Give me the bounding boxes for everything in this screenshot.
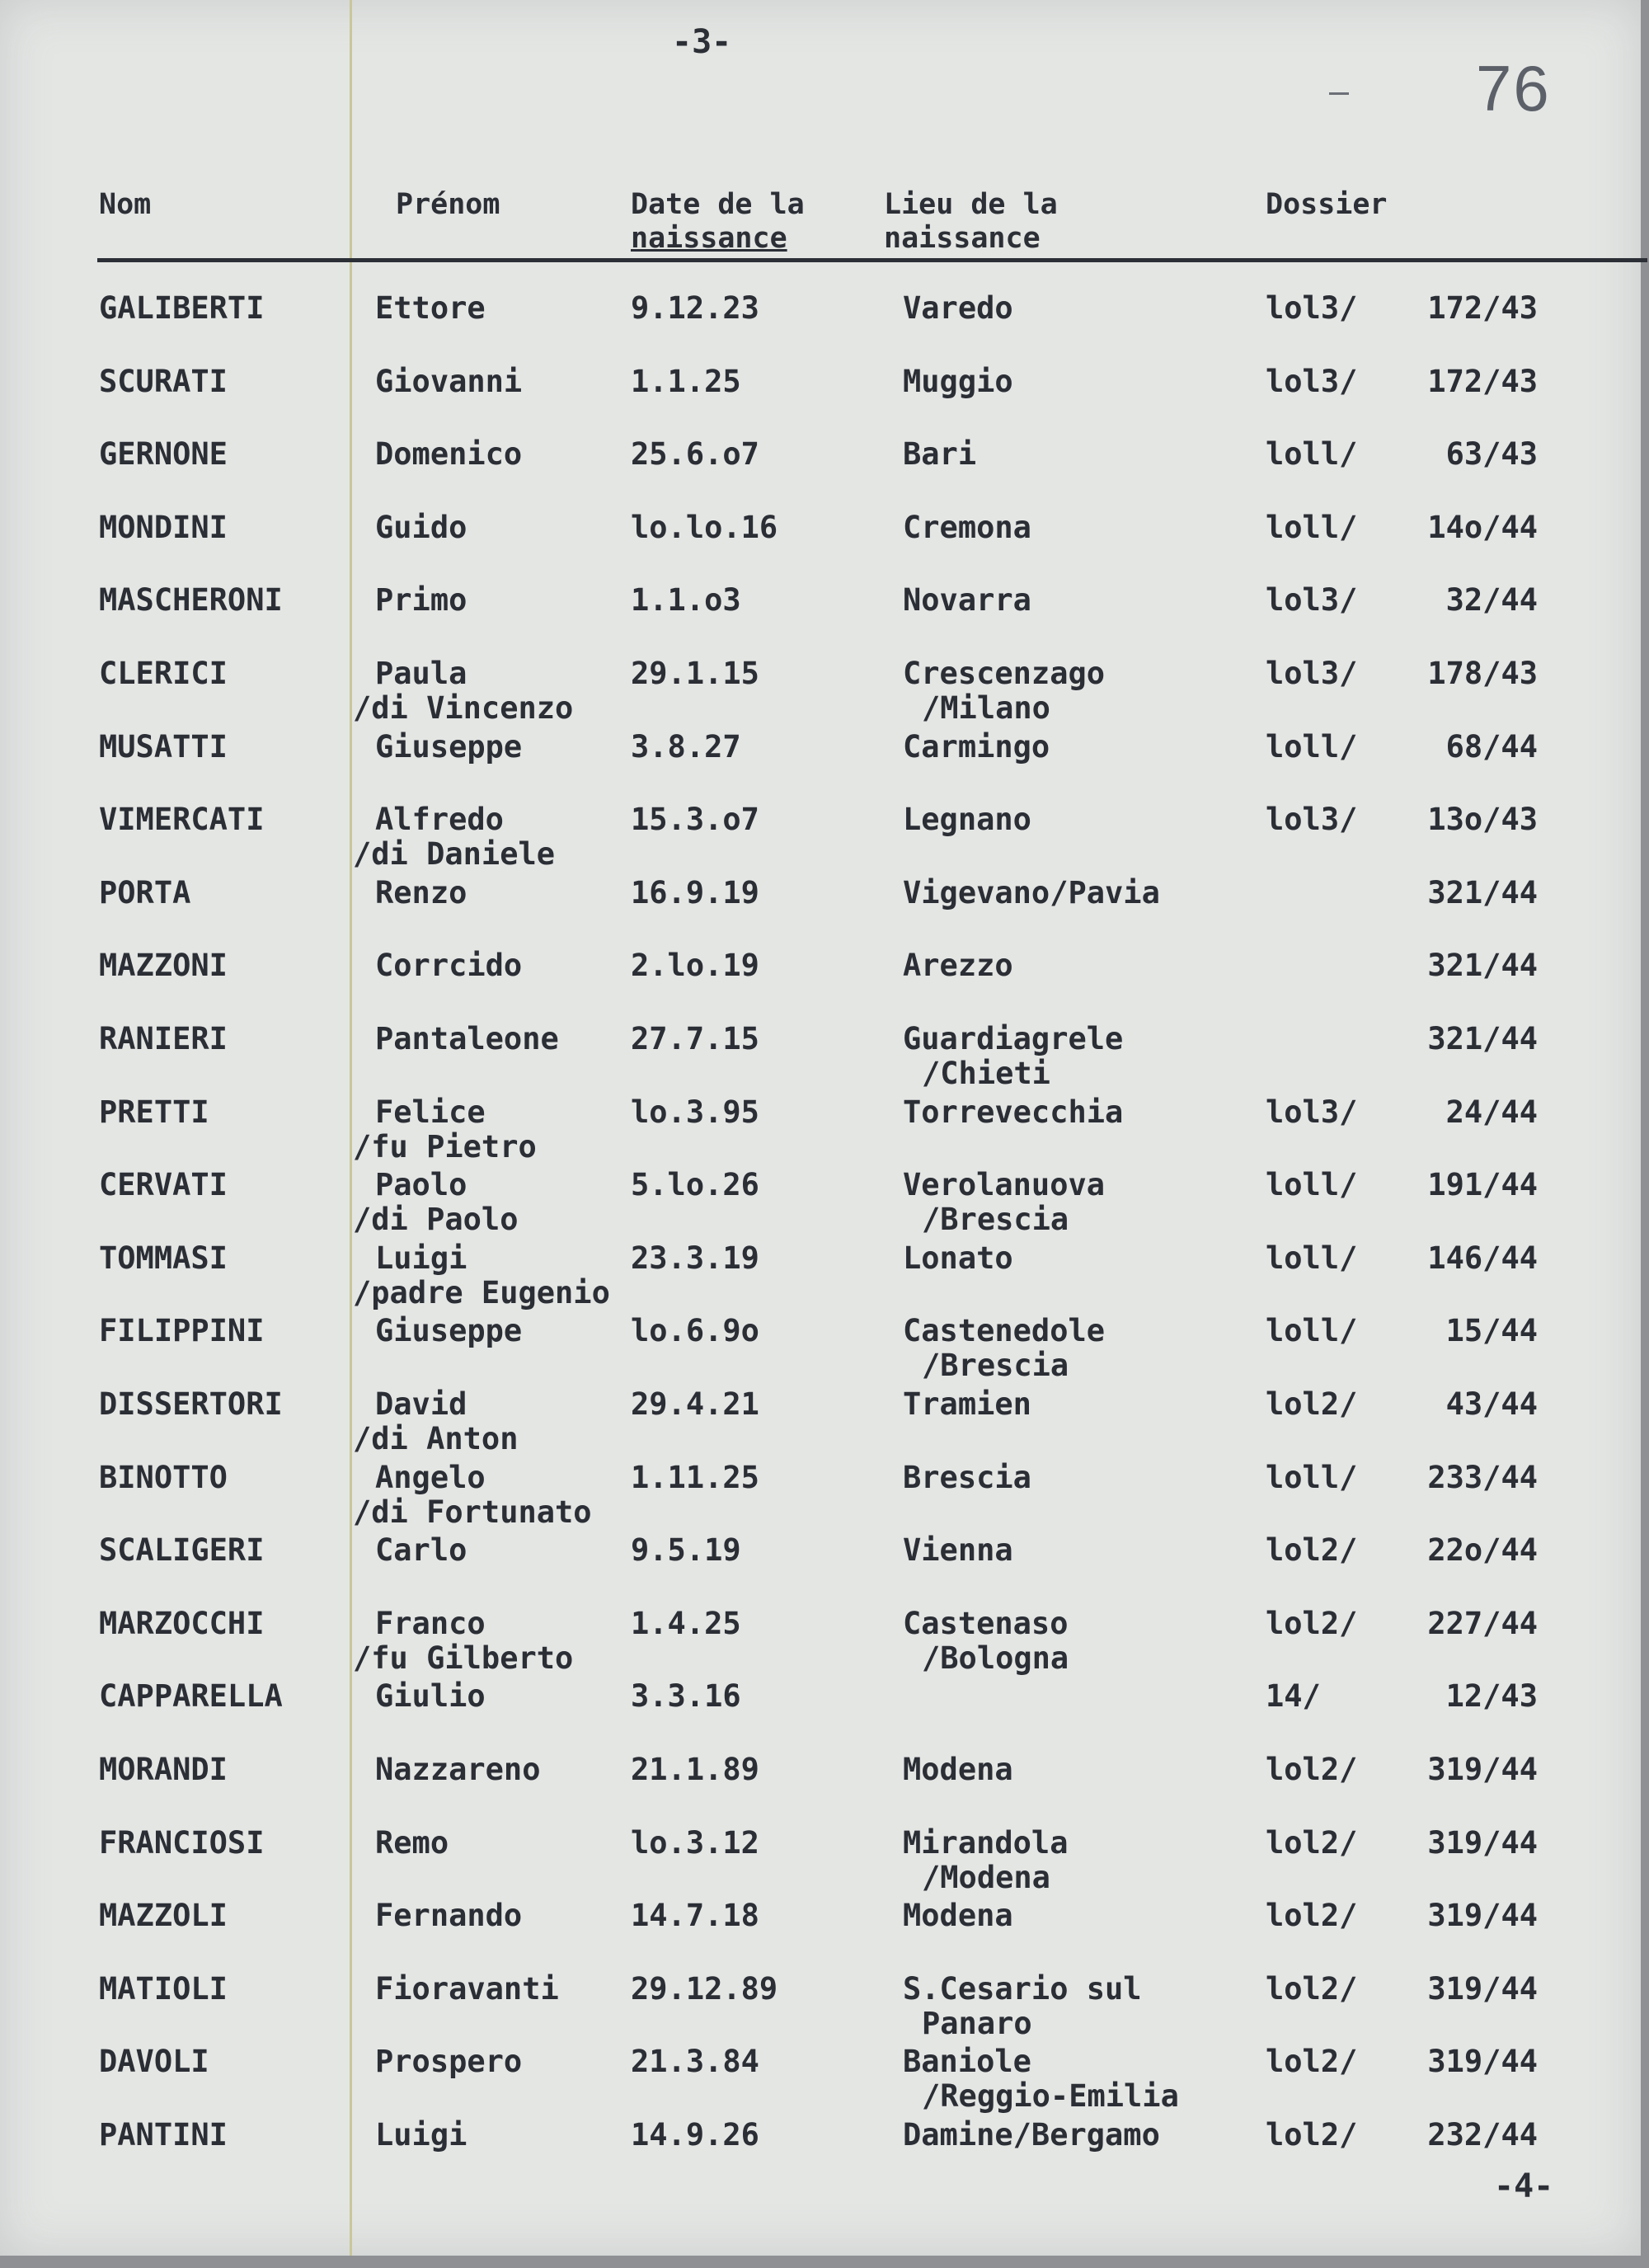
margin-line xyxy=(350,0,352,2256)
row-file-number: 232/44 xyxy=(1427,2117,1538,2153)
row-dossier: loll/ xyxy=(1266,1460,1358,1495)
row-parentage: /di Daniele xyxy=(353,836,556,872)
row-file-number: 178/43 xyxy=(1427,656,1538,691)
row-birth-place: Legnano xyxy=(903,802,1031,837)
row-first-name: Giovanni xyxy=(375,364,523,399)
row-birth-place: Crescenzago xyxy=(903,656,1106,691)
row-file-number: 321/44 xyxy=(1427,948,1538,983)
next-page-marker: -4- xyxy=(1494,2167,1554,2205)
row-birth-place: Lonato xyxy=(903,1240,1013,1276)
row-birth-place: Muggio xyxy=(903,364,1013,399)
row-first-name: Pantaleone xyxy=(375,1021,559,1056)
row-birth-place: Castenaso xyxy=(903,1606,1069,1641)
row-parentage: /di Paolo xyxy=(353,1202,519,1237)
row-birth-date: 1.1.25 xyxy=(631,364,741,399)
row-first-name: Giuseppe xyxy=(375,1313,523,1348)
row-dossier: lol3/ xyxy=(1266,802,1358,837)
row-birth-date: 2.lo.19 xyxy=(631,948,759,983)
row-first-name: Ettore xyxy=(375,290,486,326)
row-file-number: 319/44 xyxy=(1427,1971,1538,2007)
row-parentage: /di Vincenzo xyxy=(353,690,574,726)
row-file-number: 68/44 xyxy=(1445,729,1538,765)
row-parentage: /fu Pietro xyxy=(353,1129,537,1165)
row-birth-place-detail: /Brescia xyxy=(922,1202,1069,1237)
row-surname: SCALIGERI xyxy=(99,1532,265,1568)
row-dossier: lol2/ xyxy=(1266,1898,1358,1933)
row-birth-date: 3.8.27 xyxy=(631,729,741,765)
row-birth-place: Vienna xyxy=(903,1532,1013,1568)
row-file-number: 191/44 xyxy=(1427,1167,1538,1202)
row-birth-date: 25.6.o7 xyxy=(631,436,759,472)
row-surname: MASCHERONI xyxy=(99,582,283,618)
row-birth-place-detail: /Bologna xyxy=(922,1640,1069,1676)
row-first-name: Fioravanti xyxy=(375,1971,559,2007)
row-birth-place: Castenedole xyxy=(903,1313,1106,1348)
row-birth-date: 21.1.89 xyxy=(631,1752,759,1787)
row-first-name: Felice xyxy=(375,1094,486,1130)
row-first-name: Fernando xyxy=(375,1898,523,1933)
row-birth-place: Carmingo xyxy=(903,729,1050,765)
row-surname: MONDINI xyxy=(99,510,228,545)
row-file-number: 319/44 xyxy=(1427,2044,1538,2079)
row-first-name: Guido xyxy=(375,510,467,545)
row-dossier: loll/ xyxy=(1266,1167,1358,1202)
row-birth-date: 3.3.16 xyxy=(631,1678,741,1714)
row-first-name: Alfredo xyxy=(375,802,504,837)
row-birth-place-detail: Panaro xyxy=(922,2006,1032,2041)
row-birth-place: Damine/Bergamo xyxy=(903,2117,1160,2153)
row-first-name: Prospero xyxy=(375,2044,523,2079)
row-file-number: 22o/44 xyxy=(1427,1532,1538,1568)
row-dossier: lol2/ xyxy=(1266,1532,1358,1568)
row-first-name: Luigi xyxy=(375,1240,467,1276)
row-first-name: Luigi xyxy=(375,2117,467,2153)
row-file-number: 12/43 xyxy=(1445,1678,1538,1714)
row-surname: MARZOCCHI xyxy=(99,1606,265,1641)
row-first-name: Renzo xyxy=(375,875,467,910)
row-birth-date: 1.11.25 xyxy=(631,1460,759,1495)
row-dossier: lol3/ xyxy=(1266,656,1358,691)
row-dossier: loll/ xyxy=(1266,1313,1358,1348)
row-file-number: 319/44 xyxy=(1427,1898,1538,1933)
row-birth-place: S.Cesario sul xyxy=(903,1971,1142,2007)
row-file-number: 319/44 xyxy=(1427,1825,1538,1861)
folio-number: 76 xyxy=(1476,52,1551,125)
row-first-name: Carlo xyxy=(375,1532,467,1568)
row-surname: MUSATTI xyxy=(99,729,228,765)
row-first-name: Domenico xyxy=(375,436,523,472)
row-birth-place: Brescia xyxy=(903,1460,1031,1495)
row-first-name: Primo xyxy=(375,582,467,618)
row-dossier: lol2/ xyxy=(1266,1386,1358,1422)
row-birth-place: Modena xyxy=(903,1898,1013,1933)
row-birth-place: Verolanuova xyxy=(903,1167,1106,1202)
row-surname: FRANCIOSI xyxy=(99,1825,265,1861)
row-file-number: 13o/43 xyxy=(1427,802,1538,837)
row-first-name: Giuseppe xyxy=(375,729,523,765)
row-birth-place: Guardiagrele xyxy=(903,1021,1124,1056)
row-birth-date: 29.1.15 xyxy=(631,656,759,691)
row-first-name: David xyxy=(375,1386,467,1422)
row-dossier: lol3/ xyxy=(1266,364,1358,399)
row-birth-place: Mirandola xyxy=(903,1825,1069,1861)
row-file-number: 172/43 xyxy=(1427,364,1538,399)
header-nom: Nom xyxy=(99,188,152,221)
row-file-number: 32/44 xyxy=(1445,582,1538,618)
row-birth-date: 1.4.25 xyxy=(631,1606,741,1641)
folio-dash xyxy=(1329,92,1349,95)
row-file-number: 24/44 xyxy=(1445,1094,1538,1130)
row-birth-place: Tramien xyxy=(903,1386,1031,1422)
row-birth-date: 1.1.o3 xyxy=(631,582,741,618)
row-surname: VIMERCATI xyxy=(99,802,265,837)
row-file-number: 172/43 xyxy=(1427,290,1538,326)
header-date xyxy=(631,188,805,256)
row-surname: PANTINI xyxy=(99,2117,228,2153)
row-birth-place: Arezzo xyxy=(903,948,1013,983)
row-parentage: /fu Gilberto xyxy=(353,1640,574,1676)
row-file-number: 321/44 xyxy=(1427,875,1538,910)
row-surname: GALIBERTI xyxy=(99,290,265,326)
row-surname: PRETTI xyxy=(99,1094,209,1130)
row-birth-date: lo.3.95 xyxy=(631,1094,759,1130)
row-surname: CERVATI xyxy=(99,1167,228,1202)
row-surname: RANIERI xyxy=(99,1021,228,1056)
header-date-line1: Date de la xyxy=(631,188,805,221)
row-dossier: lol2/ xyxy=(1266,1752,1358,1787)
row-birth-date: 29.4.21 xyxy=(631,1386,759,1422)
row-birth-place: Modena xyxy=(903,1752,1013,1787)
row-dossier: loll/ xyxy=(1266,1240,1358,1276)
row-birth-date: 15.3.o7 xyxy=(631,802,759,837)
row-birth-place-detail: /Chieti xyxy=(922,1056,1050,1091)
row-dossier: 14/ xyxy=(1266,1678,1321,1714)
row-birth-place: Bari xyxy=(903,436,977,472)
row-birth-date: 5.lo.26 xyxy=(631,1167,759,1202)
row-dossier: lol3/ xyxy=(1266,1094,1358,1130)
row-birth-date: 14.7.18 xyxy=(631,1898,759,1933)
header-prenom: Prénom xyxy=(396,188,500,221)
row-parentage: /di Fortunato xyxy=(353,1494,592,1530)
row-birth-date: lo.lo.16 xyxy=(631,510,778,545)
row-file-number: 146/44 xyxy=(1427,1240,1538,1276)
row-surname: MAZZOLI xyxy=(99,1898,228,1933)
row-birth-date: 23.3.19 xyxy=(631,1240,759,1276)
row-first-name: Corrcido xyxy=(375,948,523,983)
header-dossier: Dossier xyxy=(1266,188,1388,221)
row-birth-date: lo.6.9o xyxy=(631,1313,759,1348)
row-dossier: lol2/ xyxy=(1266,1971,1358,2007)
row-file-number: 43/44 xyxy=(1445,1386,1538,1422)
row-surname: CAPPARELLA xyxy=(99,1678,283,1714)
row-parentage: /di Anton xyxy=(353,1421,519,1456)
row-surname: DISSERTORI xyxy=(99,1386,283,1422)
row-birth-place: Vigevano/Pavia xyxy=(903,875,1160,910)
row-first-name: Paolo xyxy=(375,1167,467,1202)
row-file-number: 227/44 xyxy=(1427,1606,1538,1641)
row-dossier: lol2/ xyxy=(1266,1825,1358,1861)
row-dossier: loll/ xyxy=(1266,436,1358,472)
row-file-number: 15/44 xyxy=(1445,1313,1538,1348)
row-birth-place-detail: /Brescia xyxy=(922,1348,1069,1383)
row-surname: GERNONE xyxy=(99,436,228,472)
row-birth-date: 16.9.19 xyxy=(631,875,759,910)
row-surname: BINOTTO xyxy=(99,1460,228,1495)
row-birth-place: Torrevecchia xyxy=(903,1094,1124,1130)
row-dossier: lol2/ xyxy=(1266,2117,1358,2153)
row-dossier: lol2/ xyxy=(1266,1606,1358,1641)
header-lieu-line1: Lieu de la xyxy=(884,188,1058,221)
row-first-name: Paula xyxy=(375,656,467,691)
row-birth-date: 27.7.15 xyxy=(631,1021,759,1056)
row-file-number: 321/44 xyxy=(1427,1021,1538,1056)
row-birth-place-detail: /Milano xyxy=(922,690,1050,726)
header-date-line2: naissance xyxy=(631,222,787,255)
row-birth-place-detail: /Modena xyxy=(922,1860,1050,1895)
row-dossier: loll/ xyxy=(1266,510,1358,545)
row-first-name: Remo xyxy=(375,1825,449,1861)
row-dossier: loll/ xyxy=(1266,729,1358,765)
row-first-name: Giulio xyxy=(375,1678,486,1714)
row-dossier: lol2/ xyxy=(1266,2044,1358,2079)
header-lieu-line2: naissance xyxy=(884,222,1041,255)
row-dossier: lol3/ xyxy=(1266,290,1358,326)
row-birth-place: Varedo xyxy=(903,290,1013,326)
row-birth-date: 21.3.84 xyxy=(631,2044,759,2079)
row-file-number: 233/44 xyxy=(1427,1460,1538,1495)
row-surname: SCURATI xyxy=(99,364,228,399)
row-file-number: 319/44 xyxy=(1427,1752,1538,1787)
row-surname: CLERICI xyxy=(99,656,228,691)
header-rule xyxy=(97,258,1647,262)
row-file-number: 63/43 xyxy=(1445,436,1538,472)
row-birth-place: Cremona xyxy=(903,510,1031,545)
row-first-name: Franco xyxy=(375,1606,486,1641)
page-number: -3- xyxy=(672,23,732,61)
row-parentage: /padre Eugenio xyxy=(353,1275,610,1310)
row-surname: MORANDI xyxy=(99,1752,228,1787)
row-birth-place: Baniole xyxy=(903,2044,1031,2079)
row-surname: DAVOLI xyxy=(99,2044,209,2079)
row-birth-date: 14.9.26 xyxy=(631,2117,759,2153)
row-dossier: lol3/ xyxy=(1266,582,1358,618)
row-first-name: Angelo xyxy=(375,1460,486,1495)
row-surname: MATIOLI xyxy=(99,1971,228,2007)
row-file-number: 14o/44 xyxy=(1427,510,1538,545)
row-birth-place: Novarra xyxy=(903,582,1031,618)
row-birth-date: 9.5.19 xyxy=(631,1532,741,1568)
row-surname: FILIPPINI xyxy=(99,1313,265,1348)
row-birth-date: 29.12.89 xyxy=(631,1971,778,2007)
row-surname: TOMMASI xyxy=(99,1240,228,1276)
row-birth-date: 9.12.23 xyxy=(631,290,759,326)
row-surname: PORTA xyxy=(99,875,191,910)
row-surname: MAZZONI xyxy=(99,948,228,983)
row-birth-place-detail: /Reggio-Emilia xyxy=(922,2078,1179,2114)
header-lieu xyxy=(884,188,1058,256)
row-birth-date: lo.3.12 xyxy=(631,1825,759,1861)
row-first-name: Nazzareno xyxy=(375,1752,541,1787)
